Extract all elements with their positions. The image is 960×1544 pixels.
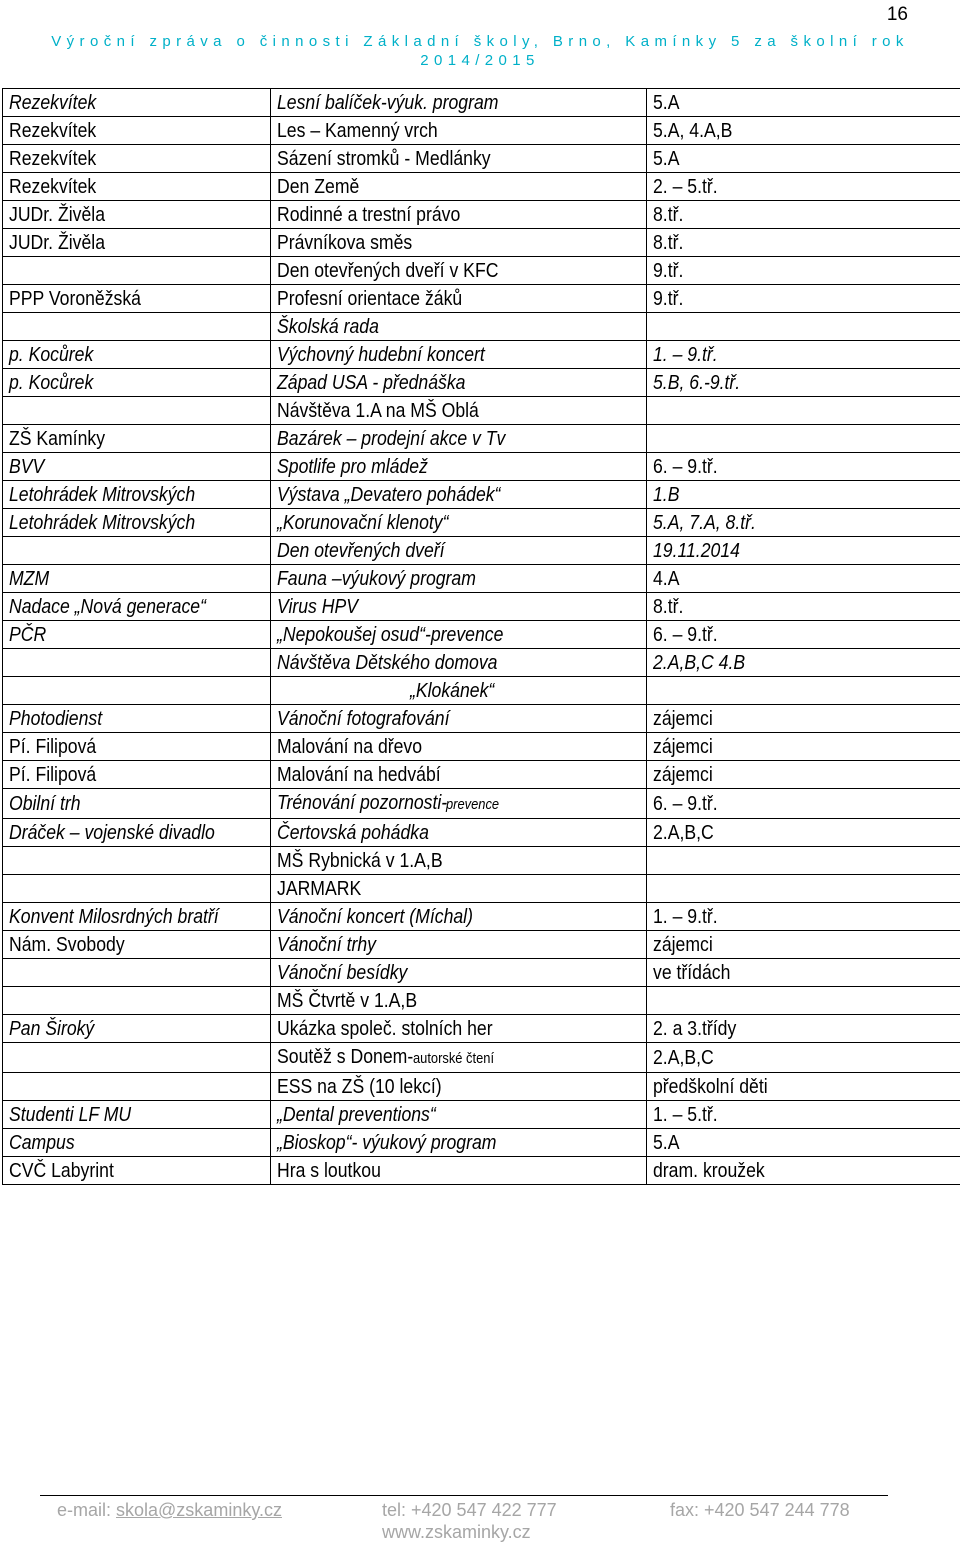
organizer-cell-text: Obilní trh (9, 792, 81, 815)
organizer-cell-text: ZŠ Kamínky (9, 427, 106, 450)
organizer-cell (3, 145, 271, 173)
footer-website[interactable]: www.zskaminky.cz (382, 1522, 531, 1542)
classes-cell (647, 341, 960, 369)
table-row (3, 229, 960, 257)
organizer-cell (3, 565, 271, 593)
organizer-cell (3, 1129, 271, 1157)
table-row (3, 1129, 960, 1157)
activity-cell (271, 257, 647, 285)
activity-cell-text: Den Země (277, 175, 360, 198)
report-header-title: Výroční zpráva o činnosti Základní školy, Brno, Kamínky 5 za školní rok (51, 33, 909, 50)
organizer-cell (3, 819, 271, 847)
activity-cell-text: Les – Kamenný vrch (277, 119, 438, 142)
activity-cell-text: Fauna –výukový program (277, 567, 476, 590)
organizer-cell (3, 537, 271, 565)
activity-cell (271, 397, 647, 425)
table-row (3, 1073, 960, 1101)
table-row (3, 397, 960, 425)
activity-cell-text: MŠ Rybnická v 1.A,B (277, 849, 443, 872)
table-row (3, 257, 960, 285)
activity-cell-text: MŠ Čtvrtě v 1.A,B (277, 989, 418, 1012)
classes-cell (647, 229, 960, 257)
organizer-cell-text: Pí. Filipová (9, 735, 97, 758)
organizer-cell (3, 1043, 271, 1073)
table-row (3, 341, 960, 369)
classes-cell (647, 789, 960, 819)
classes-cell-text: dram. kroužek (653, 1159, 765, 1182)
activity-cell-text: „Nepokoušej osud“-prevence (277, 623, 504, 646)
classes-cell (647, 875, 960, 903)
organizer-cell (3, 621, 271, 649)
organizer-cell (3, 987, 271, 1015)
classes-cell-text: 8.tř. (653, 595, 684, 618)
activity-cell-text: Výchovný hudební koncert (277, 343, 485, 366)
table-row (3, 705, 960, 733)
footer-fax: fax: +420 547 244 778 (670, 1500, 850, 1520)
footer-contacts (0, 1500, 960, 1524)
organizer-cell-text: JUDr. Živěla (9, 231, 106, 254)
table-row (3, 201, 960, 229)
table-row (3, 313, 960, 341)
table-row (3, 117, 960, 145)
activity-cell-text: Hra s loutkou (277, 1159, 381, 1182)
activity-cell-text: Sázení stromků - Medlánky (277, 147, 491, 170)
table-row (3, 903, 960, 931)
organizer-cell-text: Rezekvítek (9, 91, 97, 114)
classes-cell-text: 5.A (653, 91, 680, 114)
classes-cell-text: 8.tř. (653, 203, 684, 226)
table-row (3, 425, 960, 453)
classes-cell-text: 2.A,B,C (653, 1046, 714, 1069)
activity-cell (271, 593, 647, 621)
organizer-cell-text: p. Kocůrek (9, 343, 94, 366)
organizer-cell (3, 425, 271, 453)
classes-cell (647, 537, 960, 565)
organizer-cell (3, 117, 271, 145)
classes-cell (647, 453, 960, 481)
classes-cell-text: 2.A,B,C (653, 821, 714, 844)
organizer-cell (3, 201, 271, 229)
classes-cell (647, 705, 960, 733)
classes-cell (647, 313, 960, 341)
classes-cell (647, 285, 960, 313)
table-row (3, 481, 960, 509)
classes-cell-text: ve třídách (653, 961, 731, 984)
activity-cell (271, 425, 647, 453)
classes-cell-text: 9.tř. (653, 287, 684, 310)
table-row (3, 875, 960, 903)
activity-cell-text: Malování na hedvábí (277, 763, 441, 786)
classes-cell (647, 959, 960, 987)
activity-cell-text: Školská rada (277, 315, 379, 338)
table-row (3, 453, 960, 481)
organizer-cell-text: Konvent Milosrdných bratří (9, 905, 219, 928)
organizer-cell-text: Pan Široký (9, 1017, 95, 1040)
classes-cell (647, 1129, 960, 1157)
activity-cell (271, 987, 647, 1015)
organizer-cell (3, 931, 271, 959)
classes-cell (647, 847, 960, 875)
organizer-cell (3, 89, 271, 117)
table-row (3, 285, 960, 313)
organizer-cell-text: PPP Voroněžská (9, 287, 141, 310)
classes-cell-text: zájemci (653, 763, 713, 786)
activity-cell (271, 847, 647, 875)
classes-cell-text: 2.A,B,C 4.B (653, 651, 746, 674)
organizer-cell (3, 453, 271, 481)
table-row (3, 1015, 960, 1043)
activity-cell-text: Den otevřených dveří v KFC (277, 259, 499, 282)
organizer-cell-text: Photodienst (9, 707, 103, 730)
classes-cell-text: 4.A (653, 567, 680, 590)
classes-cell (647, 903, 960, 931)
table-row (3, 537, 960, 565)
activity-cell (271, 481, 647, 509)
classes-cell (647, 509, 960, 537)
organizer-cell (3, 649, 271, 677)
classes-cell (647, 761, 960, 789)
organizer-cell (3, 761, 271, 789)
classes-cell (647, 201, 960, 229)
organizer-cell-text: JUDr. Živěla (9, 203, 106, 226)
activity-cell (271, 677, 647, 705)
activity-cell (271, 1073, 647, 1101)
activity-cell-text: Virus HPV (277, 595, 359, 618)
activity-cell (271, 173, 647, 201)
activity-cell (271, 229, 647, 257)
activity-cell (271, 1043, 647, 1073)
activity-cell (271, 789, 647, 819)
activity-cell (271, 201, 647, 229)
table-row (3, 89, 960, 117)
organizer-cell (3, 285, 271, 313)
organizer-cell-text: BVV (9, 455, 45, 478)
organizer-cell (3, 1073, 271, 1101)
activity-cell (271, 285, 647, 313)
classes-cell-text: 6. – 9.tř. (653, 792, 718, 815)
organizer-cell (3, 903, 271, 931)
classes-cell (647, 397, 960, 425)
classes-cell (647, 145, 960, 173)
activity-cell-text: Soutěž s Donem- (277, 1045, 414, 1068)
table-row (3, 145, 960, 173)
classes-cell-text: 5.A (653, 1131, 680, 1154)
organizer-cell (3, 1157, 271, 1185)
table-row (3, 621, 960, 649)
classes-cell (647, 593, 960, 621)
activity-cell-text: Vánoční trhy (277, 933, 376, 956)
activity-cell (271, 1015, 647, 1043)
table-row (3, 369, 960, 397)
table-row (3, 649, 960, 677)
activity-cell (271, 341, 647, 369)
table-row (3, 761, 960, 789)
activity-cell (271, 903, 647, 931)
organizer-cell-text: Nadace „Nová generace“ (9, 595, 206, 618)
organizer-cell (3, 481, 271, 509)
classes-cell (647, 425, 960, 453)
classes-cell (647, 89, 960, 117)
activity-cell (271, 369, 647, 397)
classes-cell (647, 621, 960, 649)
organizer-cell-text: Letohrádek Mitrovských (9, 511, 196, 534)
table-row (3, 509, 960, 537)
activity-cell-text: ESS na ZŠ (10 lekcí) (277, 1075, 442, 1098)
activity-cell-text: Vánoční koncert (Míchal) (277, 905, 473, 928)
organizer-cell-text: MZM (9, 567, 50, 590)
activity-cell-text: Ukázka společ. stolních her (277, 1017, 493, 1040)
activity-cell-text: Malování na dřevo (277, 735, 423, 758)
classes-cell (647, 819, 960, 847)
organizer-cell (3, 875, 271, 903)
organizer-cell-text: Nám. Svobody (9, 933, 125, 956)
activity-cell (271, 453, 647, 481)
activity-cell (271, 959, 647, 987)
activity-cell-text: „Dental preventions“ (277, 1103, 436, 1126)
classes-cell (647, 1157, 960, 1185)
classes-cell-text: 19.11.2014 (653, 539, 740, 562)
classes-cell-text: 1. – 5.tř. (653, 1103, 718, 1126)
classes-cell-text: zájemci (653, 933, 713, 956)
classes-cell (647, 1043, 960, 1073)
classes-cell-text: 9.tř. (653, 259, 684, 282)
activity-cell (271, 733, 647, 761)
organizer-cell (3, 593, 271, 621)
activity-cell-text: JARMARK (277, 877, 362, 900)
organizer-cell-text: Campus (9, 1131, 75, 1154)
organizer-cell (3, 705, 271, 733)
activity-cell-text: Den otevřených dveří (277, 539, 445, 562)
classes-cell-text: 5.A, 4.A,B (653, 119, 733, 142)
classes-cell (647, 931, 960, 959)
activity-cell (271, 875, 647, 903)
classes-cell-text: 5.B, 6.-9.tř. (653, 371, 741, 394)
activity-cell (271, 761, 647, 789)
activity-cell (271, 117, 647, 145)
organizer-cell (3, 369, 271, 397)
classes-cell (647, 733, 960, 761)
footer-divider (40, 1495, 888, 1496)
classes-cell (647, 1015, 960, 1043)
classes-cell (647, 1073, 960, 1101)
organizer-cell (3, 733, 271, 761)
classes-cell (647, 173, 960, 201)
classes-cell-text: 6. – 9.tř. (653, 623, 718, 646)
activity-cell (271, 509, 647, 537)
organizer-cell-text: PČR (9, 623, 47, 646)
report-header-year: 2014/2015 (420, 52, 540, 69)
activity-cell (271, 565, 647, 593)
activity-cell-text: Bazárek – prodejní akce v Tv (277, 427, 506, 450)
table-row (3, 789, 960, 819)
classes-cell (647, 677, 960, 705)
classes-cell-text: 2. a 3.třídy (653, 1017, 737, 1040)
organizer-cell-text: Pí. Filipová (9, 763, 97, 786)
classes-cell (647, 987, 960, 1015)
activity-cell-text: Lesní balíček-výuk. program (277, 91, 499, 114)
classes-cell (647, 481, 960, 509)
organizer-cell-text: Studenti LF MU (9, 1103, 132, 1126)
organizer-cell (3, 313, 271, 341)
table-row (3, 931, 960, 959)
classes-cell-text: 1. – 9.tř. (653, 343, 718, 366)
organizer-cell (3, 847, 271, 875)
footer-email-link[interactable]: skola@zskaminky.cz (116, 1500, 282, 1520)
table-row (3, 1157, 960, 1185)
organizer-cell (3, 257, 271, 285)
organizer-cell (3, 173, 271, 201)
classes-cell-text: 8.tř. (653, 231, 684, 254)
classes-cell (647, 649, 960, 677)
activity-cell-text: Právníkova směs (277, 231, 413, 254)
organizer-cell-text: p. Kocůrek (9, 371, 94, 394)
classes-cell-text: 1. – 9.tř. (653, 905, 718, 928)
activity-cell-text: „Klokánek“ (409, 679, 494, 702)
organizer-cell (3, 789, 271, 819)
table-row (3, 847, 960, 875)
activity-cell-text: Vánoční fotografování (277, 707, 450, 730)
organizer-cell-text: Letohrádek Mitrovských (9, 483, 196, 506)
table-row (3, 565, 960, 593)
activity-cell (271, 313, 647, 341)
table-row (3, 819, 960, 847)
activity-cell (271, 145, 647, 173)
classes-cell (647, 117, 960, 145)
activity-cell-note: prevence (445, 796, 499, 813)
organizer-cell-text: Rezekvítek (9, 147, 97, 170)
activity-cell-text: Spotlife pro mládež (277, 455, 428, 478)
classes-cell-text: 1.B (653, 483, 680, 506)
organizer-cell (3, 959, 271, 987)
activity-cell (271, 89, 647, 117)
activity-cell-text: Trénování pozornosti- (277, 791, 448, 814)
footer-phone: tel: +420 547 422 777 (382, 1500, 557, 1520)
activity-cell-text: Návštěva Dětského domova (277, 651, 498, 674)
activity-cell (271, 1129, 647, 1157)
organizer-cell (3, 677, 271, 705)
activity-cell (271, 705, 647, 733)
classes-cell-text: předškolní děti (653, 1075, 768, 1098)
activity-cell (271, 1157, 647, 1185)
table-row (3, 593, 960, 621)
organizer-cell (3, 1015, 271, 1043)
activity-cell-text: „Bioskop“- výukový program (277, 1131, 497, 1154)
activity-cell-text: Profesní orientace žáků (277, 287, 463, 310)
classes-cell-text: 5.A, 7.A, 8.tř. (653, 511, 756, 534)
classes-cell (647, 1101, 960, 1129)
activity-cell-note: autorské čtení (412, 1050, 495, 1067)
classes-cell-text: 5.A (653, 147, 680, 170)
activity-cell (271, 537, 647, 565)
table-row (3, 1101, 960, 1129)
organizer-cell-text: CVČ Labyrint (9, 1159, 114, 1182)
activity-cell-text: Vánoční besídky (277, 961, 408, 984)
activity-cell (271, 931, 647, 959)
organizer-cell (3, 509, 271, 537)
classes-cell-text: zájemci (653, 707, 713, 730)
classes-cell-text: zájemci (653, 735, 713, 758)
organizer-cell (3, 341, 271, 369)
activity-cell-text: Návštěva 1.A na MŠ Oblá (277, 399, 479, 422)
classes-cell-text: 2. – 5.tř. (653, 175, 718, 198)
activity-cell-text: Západ USA - přednáška (277, 371, 466, 394)
table-row (3, 677, 960, 705)
table-row (3, 733, 960, 761)
classes-cell (647, 257, 960, 285)
activities-table (2, 88, 960, 1185)
classes-cell-text: 6. – 9.tř. (653, 455, 718, 478)
table-row (3, 1043, 960, 1073)
activity-cell-text: „Korunovační klenoty“ (277, 511, 449, 534)
organizer-cell-text: Rezekvítek (9, 119, 97, 142)
organizer-cell-text: Rezekvítek (9, 175, 97, 198)
classes-cell (647, 565, 960, 593)
page-number: 16 (886, 4, 908, 25)
activity-cell-text: Výstava „Devatero pohádek“ (277, 483, 501, 506)
table-row (3, 959, 960, 987)
activity-cell (271, 1101, 647, 1129)
activities-table-body (3, 89, 960, 1185)
footer-email (57, 1500, 282, 1521)
organizer-cell-text: Dráček – vojenské divadlo (9, 821, 215, 844)
classes-cell (647, 369, 960, 397)
footer-email-label: e-mail: (57, 1500, 117, 1520)
organizer-cell (3, 397, 271, 425)
activity-cell (271, 649, 647, 677)
activity-cell-text: Rodinné a trestní právo (277, 203, 461, 226)
table-row (3, 987, 960, 1015)
activity-cell (271, 621, 647, 649)
activity-cell-text: Čertovská pohádka (277, 821, 429, 844)
organizer-cell (3, 1101, 271, 1129)
table-row (3, 173, 960, 201)
activity-cell (271, 819, 647, 847)
organizer-cell (3, 229, 271, 257)
